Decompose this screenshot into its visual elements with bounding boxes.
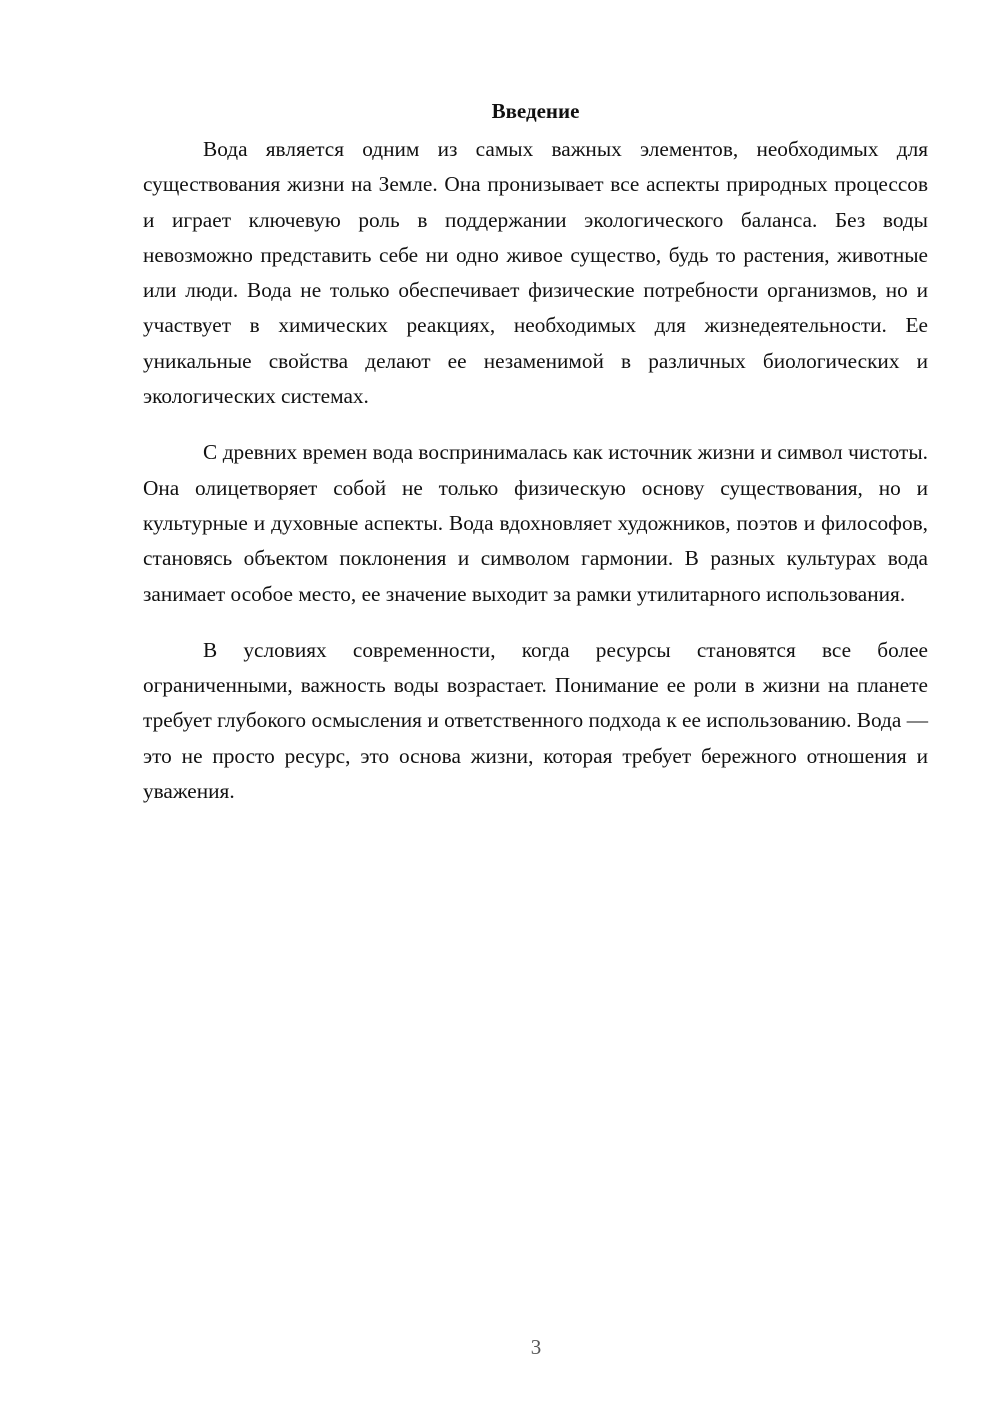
section-heading: Введение <box>491 99 580 123</box>
paragraph-3: В условиях современности, когда ресурсы становятся все более ограниченными, важность воды возрастает. Понимание ее роли в жизни на планете требует глубокого осмысления и ответственного подхода к ее использованию. Вода — это не просто ресурс, это основа жизни, которая требует бережного отношения и уважения. <box>143 637 928 804</box>
page-content <box>143 96 928 830</box>
paragraph-1: Вода является одним из самых важных элементов, необходимых для существования жизни на Земле. Она пронизывает все аспекты природных процессов и играет ключевую роль в поддержании экологического баланса. Без воды невозможно представить себе ни одно живое существо, будь то растения, животные или люди. Вода не только обеспечивает физические потребности организмов, но и участвует в химических реакциях, необходимых для жизнедеятельности. Ее уникальные свойства делают ее незаменимой в различных биологических и экологических системах. <box>143 137 928 409</box>
page-number: 3 <box>530 1335 542 1359</box>
paragraph-2: С древних времен вода воспринималась как источник жизни и символ чистоты. Она олицетворяет собой не только физическую основу существования, но и культурные и духовные аспекты. Вода вдохновляет художников, поэтов и философов, становясь объектом поклонения и символом гармонии. В разных культурах вода занимает особое место, ее значение выходит за рамки утилитарного использования. <box>143 440 928 606</box>
